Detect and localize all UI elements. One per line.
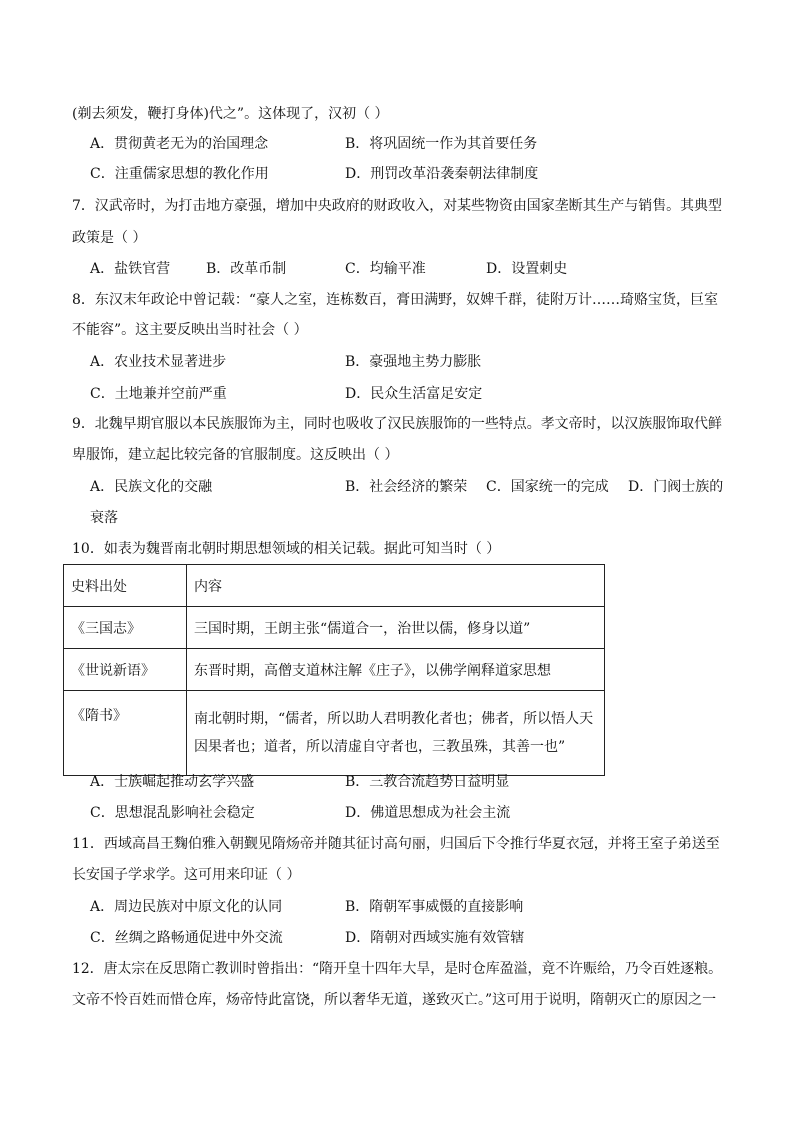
table-cell-content: 南北朝时期，“儒者，所以助人君明教化者也；佛者，所以悟人天因果者也；道者，所以清虚自守者也，三教虽殊，其善一也”: [187, 691, 605, 776]
q9-option-d: D．门阀士族的: [628, 479, 724, 495]
q11-stem-line1: 11．西域高昌王麴伯雅入朝觐见隋炀帝并随其征讨高句丽，归国后下令推行华夏衣冠，并将王室子弟送至: [72, 836, 720, 852]
q8-stem-line2: 不能容”。这主要反映出当时社会（ ）: [72, 322, 308, 338]
q9-option-d-wrap: 衰落: [90, 510, 118, 526]
q6-option-d: D．刑罚改革沿袭秦朝法律制度: [345, 166, 539, 182]
q6-option-b: B．将巩固统一作为其首要任务: [345, 136, 538, 152]
q8-option-a: A．农业技术显著进步: [90, 354, 227, 370]
q10-option-a: A．士族崛起推动玄学兴盛: [90, 774, 255, 790]
table-cell-source: 《隋书》: [64, 691, 187, 776]
q9-option-a: A．民族文化的交融: [90, 479, 213, 495]
q9-option-b: B．社会经济的繁荣: [345, 479, 468, 495]
q10-option-c: C．思想混乱影响社会稳定: [90, 805, 255, 821]
q10-stem: 10．如表为魏晋南北朝时期思想领域的相关记载。据此可知当时（ ）: [72, 541, 501, 557]
q8-option-d: D．民众生活富足安定: [345, 386, 483, 402]
q9-option-c: C．国家统一的完成: [486, 479, 609, 495]
table-header-row: [64, 565, 605, 607]
q6-option-c: C．注重儒家思想的教化作用: [90, 166, 269, 182]
q7-option-b: B．改革币制: [206, 261, 287, 277]
q7-option-c: C．均输平准: [345, 261, 426, 277]
q9-stem-line1: 9．北魏早期官服以本民族服饰为主，同时也吸收了汉民族服饰的一些特点。孝文帝时，以汉族服饰取代鲜: [72, 416, 722, 432]
q10-option-d: D．佛道思想成为社会主流: [345, 805, 511, 821]
table-cell-source: 《三国志》: [64, 607, 187, 649]
table-cell-content: 东晋时期，高僧支道林注解《庄子》，以佛学阐释道家思想: [187, 649, 605, 691]
table-header-source: 史料出处: [64, 565, 187, 607]
q8-option-b: B．豪强地主势力膨胀: [345, 354, 482, 370]
q7-stem-line2: 政策是（ ）: [72, 230, 147, 246]
q11-stem-line2: 长安国子学求学。这可用来印证（ ）: [72, 867, 301, 883]
q12-stem-line2: 文帝不怜百姓而惜仓库，炀帝恃此富饶，所以奢华无道，遂致灭亡。”这可用于说明，隋朝灭亡的原因之一: [72, 992, 717, 1008]
q9-stem-line2: 卑服饰，建立起比较完备的官服制度。这反映出（ ）: [72, 447, 399, 463]
q8-option-c: C．土地兼并空前严重: [90, 386, 227, 402]
source-table: [63, 564, 605, 776]
q7-option-d: D．设置刺史: [486, 261, 568, 277]
table-row: [64, 607, 605, 649]
table-header-content: 内容: [187, 565, 605, 607]
q11-option-a: A．周边民族对中原文化的认同: [90, 899, 283, 915]
q11-option-d: D．隋朝对西域实施有效管辖: [345, 930, 525, 946]
table-row: [64, 691, 605, 776]
table-row: [64, 649, 605, 691]
table-cell-content: 三国时期，王朗主张“儒道合一，治世以儒，修身以道”: [187, 607, 605, 649]
q8-stem-line1: 8．东汉末年政论中曾记载：“豪人之室，连栋数百，膏田满野，奴婢千群，徒附万计……琦赂宝货，巨室: [72, 292, 719, 308]
q12-stem-line1: 12．唐太宗在反思隋亡教训时曾指出：“隋开皇十四年大旱，是时仓库盈溢，竟不许赈给，乃令百姓逐粮。: [72, 961, 723, 977]
q6-option-a: A．贯彻黄老无为的治国理念: [90, 136, 269, 152]
q7-stem-line1: 7．汉武帝时，为打击地方豪强，增加中央政府的财政收入，对某些物资由国家垄断其生产与销售。其典型: [72, 198, 722, 214]
q6-stem-tail: (剃去须发，鞭打身体)代之”。这体现了，汉初（ ）: [72, 106, 389, 122]
q11-option-b: B．隋朝军事威慑的直接影响: [345, 899, 524, 915]
q11-option-c: C．丝绸之路畅通促进中外交流: [90, 930, 283, 946]
table-cell-source: 《世说新语》: [64, 649, 187, 691]
q10-option-b: B．三教合流趋势日益明显: [345, 774, 510, 790]
q7-option-a: A．盐铁官营: [90, 261, 171, 277]
